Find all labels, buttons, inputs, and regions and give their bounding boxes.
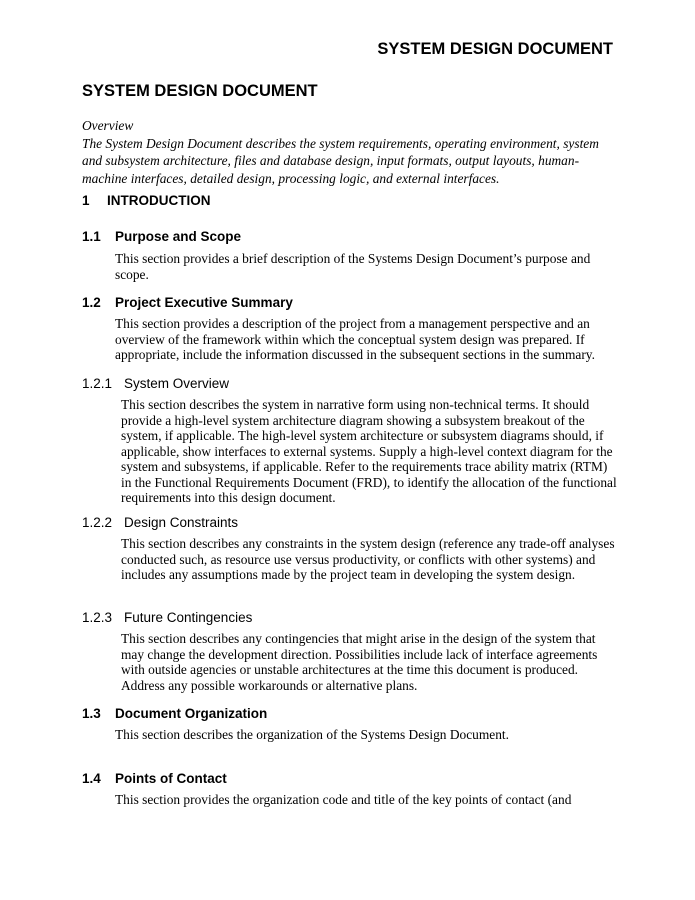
overview-text: The System Design Document describes the system requirements, operating environment, system and subsystem architecture, files and database design, input formats, output layouts, human-machine interfaces, detailed design, processing logic, and external interfaces. — [82, 135, 599, 186]
section-number: 1.2.3 — [82, 610, 113, 625]
points-of-contact-body: This section provides the organization code and title of the key points of contact (and — [115, 792, 572, 807]
section-title: Project Executive Summary — [115, 295, 293, 310]
heading-points-of-contact — [82, 771, 227, 786]
purpose-and-scope-body: This section provides a brief description of the Systems Design Document’s purpose and scope. — [115, 251, 591, 282]
section-title: INTRODUCTION — [107, 193, 211, 208]
section-number: 1.2.2 — [82, 515, 113, 530]
section-title: Document Organization — [115, 706, 268, 721]
document-title: SYSTEM DESIGN DOCUMENT — [82, 82, 318, 100]
overview-block — [82, 117, 622, 187]
heading-document-organization — [82, 706, 267, 721]
section-number: 1 — [82, 193, 90, 208]
section-number: 1.2 — [82, 295, 101, 310]
heading-future-contingencies — [82, 610, 252, 625]
heading-design-constraints — [82, 515, 238, 530]
document-organization-body: This section describes the organization of the Systems Design Document. — [115, 727, 509, 742]
project-executive-summary-body: This section provides a description of the project from a management perspective and an overview of the framework within which the conceptual system design was prepared. If appropriate, include the information discussed in the subsequent sections in the summary. — [115, 316, 595, 362]
section-number: 1.4 — [82, 771, 101, 786]
future-contingencies-body: This section describes any contingencies that might arise in the design of the system that may change the development direction. Possibilities include lack of interface agreements with outside agencies or unstable architectures at the time this document is produced. Address any possible workarounds or alternative plans. — [121, 631, 598, 693]
running-header: SYSTEM DESIGN DOCUMENT — [377, 40, 613, 58]
overview-label: Overview — [82, 118, 134, 133]
heading-project-executive-summary — [82, 295, 293, 310]
section-title: System Overview — [124, 376, 230, 391]
section-title: Future Contingencies — [124, 610, 253, 625]
section-number: 1.3 — [82, 706, 101, 721]
section-title: Purpose and Scope — [115, 229, 242, 244]
system-overview-body: This section describes the system in narrative form using non-technical terms. It should provide a high-level system architecture diagram showing a subsystem breakout of the system, if applicable. The high-level system architecture or subsystem diagrams should, if applicable, show interfaces to external systems. Supply a high-level context diagram for the system and subsystems, if applicable. Refer to the requirements trace ability matrix (RTM) in the Functional Requirements Document (FRD), to identify the allocation of the functional requirements into this design document. — [121, 397, 617, 505]
section-title: Design Constraints — [124, 515, 239, 530]
heading-system-overview — [82, 376, 229, 391]
design-constraints-body: This section describes any constraints in the system design (reference any trade-off analyses conducted such, as resource use versus productivity, or conflicts with other systems) and includes any assumptions made by the project team in developing the system design. — [121, 536, 615, 582]
heading-introduction — [82, 193, 211, 208]
section-number: 1.1 — [82, 229, 101, 244]
section-title: Points of Contact — [115, 771, 227, 786]
section-number: 1.2.1 — [82, 376, 113, 391]
heading-purpose-and-scope — [82, 229, 241, 244]
